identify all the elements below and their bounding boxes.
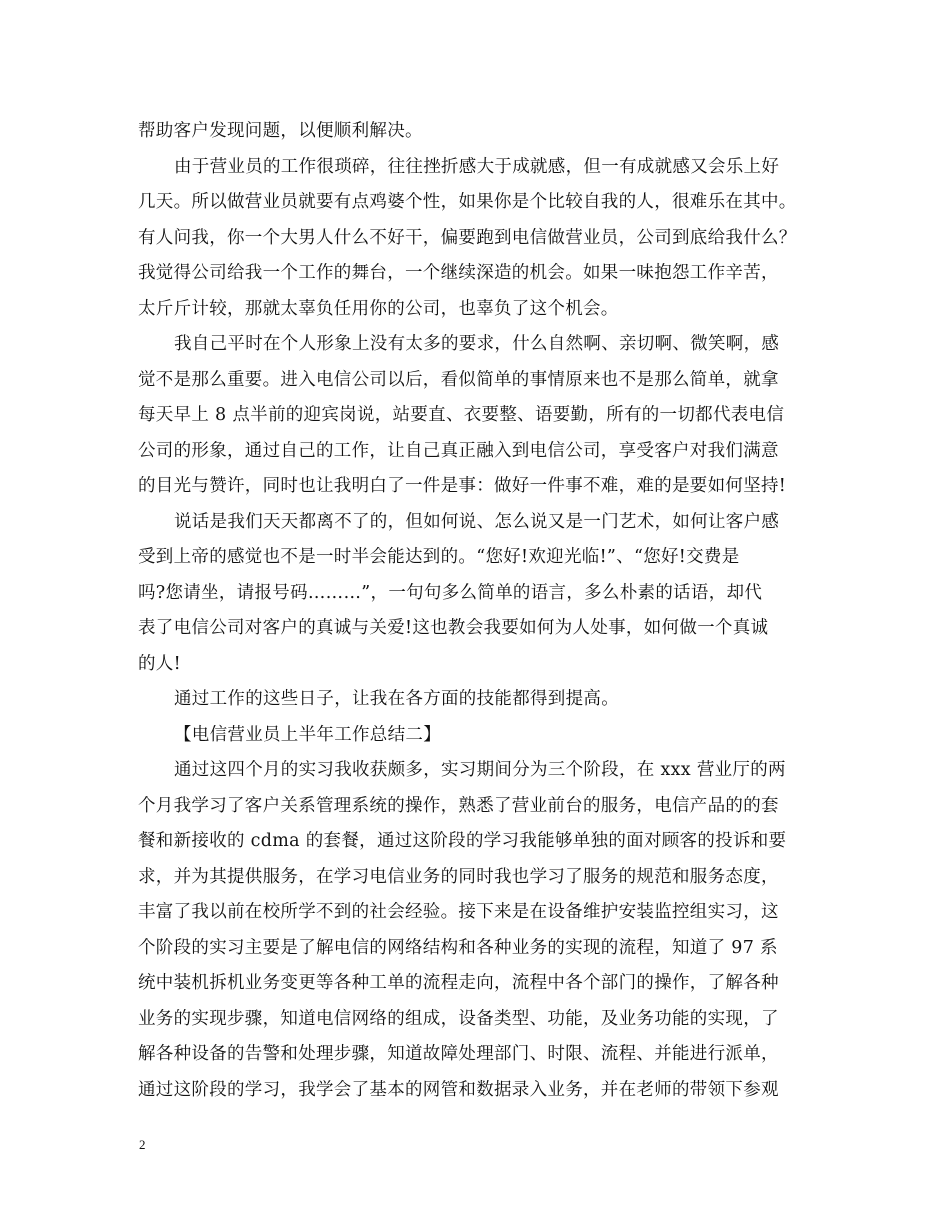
text-line: 餐和新接收的 cdma 的套餐，通过这阶段的学习我能够单独的面对顾客的投诉和要: [138, 831, 787, 851]
text-line: 每天早上 8 点半前的迎宾岗说，站要直、衣要整、语要勤，所有的一切都代表电信: [138, 405, 785, 425]
text-line: 几天。所以做营业员就要有点鸡婆个性，如果你是个比较自我的人，很难乐在其中。: [138, 192, 797, 212]
paragraph-first-line: 通过这四个月的实习我收获颇多，实习期间分为三个阶段，在 xxx 营业厅的两: [174, 760, 786, 780]
text-line: 吗?您请坐，请报号码………”，一句句多么简单的语言，多么朴素的话语，却代: [138, 582, 763, 603]
text-line: 我觉得公司给我一个工作的舞台，一个继续深造的机会。如果一味抱怨工作辛苦，: [138, 263, 779, 283]
body-text: [138, 114, 818, 1108]
section-heading: 【电信营业员上半年工作总结二】: [174, 724, 441, 745]
text-line: 通过这阶段的学习，我学会了基本的网管和数据录入业务，并在老师的带领下参观: [138, 1079, 779, 1100]
text-line: 业务的实现步骤，知道电信网络的组成，设备类型、功能，及业务功能的实现，了: [138, 1008, 779, 1029]
text-line: 表了电信公司对客户的真诚与关爱!这也教会我要如何为人处事，如何做一个真诚: [138, 618, 769, 638]
text-line: 丰富了我以前在校所学不到的社会经验。接下来是在设备维护安装监控组实习，这: [138, 902, 779, 922]
text-line: 有人问我，你一个大男人什么不好干，偏要跑到电信做营业员，公司到底给我什么？: [138, 227, 797, 248]
paragraph-first-line: 说话是我们天天都离不了的，但如何说、怎么说又是一门艺术，如何让客户感: [174, 511, 780, 532]
text-line: 求，并为其提供服务，在学习电信业务的同时我也学习了服务的规范和服务态度，: [138, 866, 779, 887]
text-line: 的目光与赞许，同时也让我明白了一件是事：做好一件事不难，难的是要如何坚持!: [138, 476, 787, 496]
text-line: 个月我学习了客户关系管理系统的操作，熟悉了营业前台的服务，电信产品的的套: [138, 795, 779, 816]
text-line: 太斤斤计较，那就太辜负任用你的公司，也辜负了这个机会。: [138, 298, 619, 319]
paragraph-first-line: 我自己平时在个人形象上没有太多的要求，什么自然啊、亲切啊、微笑啊，感: [174, 334, 780, 354]
text-line: 解各种设备的告警和处理步骤，知道故障处理部门、时限、流程、并能进行派单，: [138, 1044, 779, 1064]
page-number: 2: [139, 1137, 146, 1152]
text-line: 公司的形象，通过自己的工作，让自己真正融入到电信公司，享受客户对我们满意: [138, 440, 779, 461]
text-line: 觉不是那么重要。进入电信公司以后，看似简单的事情原来也不是那么简单，就拿: [138, 369, 779, 390]
paragraph-first-line: 通过工作的这些日子，让我在各方面的技能都得到提高。: [174, 689, 619, 709]
text-line: 个阶段的实习主要是了解电信的网络结构和各种业务的实现的流程，知道了 97 系: [138, 937, 778, 958]
text-line: 统中装机拆机业务变更等各种工单的流程走向，流程中各个部门的操作，了解各种: [138, 973, 779, 993]
text-line: 帮助客户发现问题，以便顺利解决。: [138, 121, 423, 141]
text-line: 的人!: [138, 653, 181, 674]
text-line: 受到上帝的感觉也不是一时半会能达到的。“您好!欢迎光临!”、“您好!交费是: [138, 547, 740, 567]
paragraph-first-line: 由于营业员的工作很琐碎，往往挫折感大于成就感，但一有成就感又会乐上好: [174, 156, 780, 177]
